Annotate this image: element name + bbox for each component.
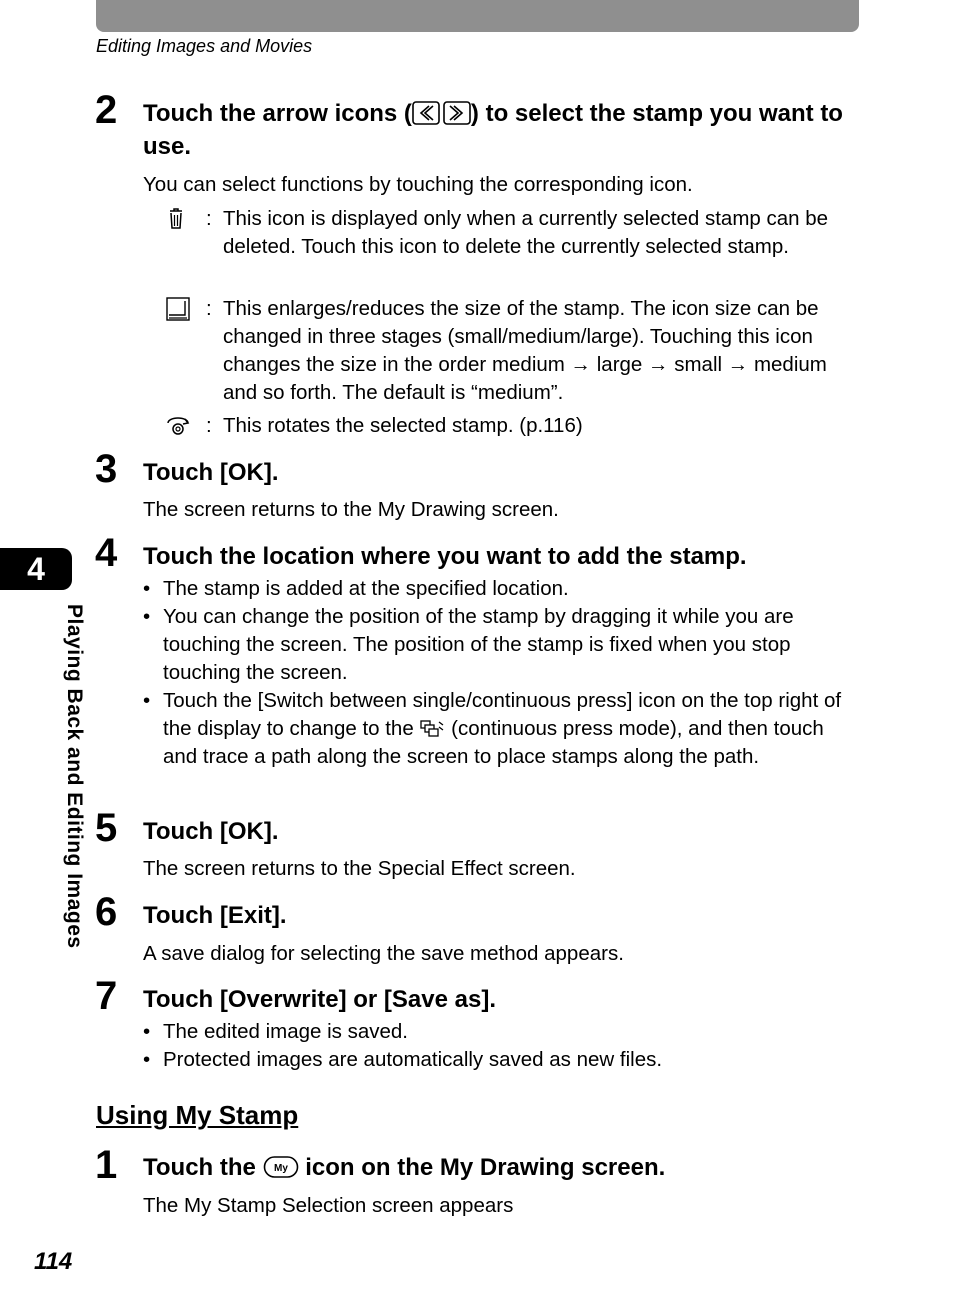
chapter-label: Playing Back and Editing Images bbox=[63, 604, 86, 949]
definition-text: This rotates the selected stamp. (p.116) bbox=[223, 414, 583, 437]
step-heading: Touch [OK]. bbox=[143, 818, 279, 845]
bullet-dot: • bbox=[143, 577, 151, 600]
trash-icon bbox=[164, 207, 192, 231]
running-header: Editing Images and Movies bbox=[96, 36, 313, 56]
step-number: 1 bbox=[95, 1143, 118, 1187]
step-heading-text: Touch the arrow icons ( bbox=[143, 100, 412, 127]
step-heading-text: icon on the My Drawing screen. bbox=[305, 1154, 666, 1181]
definition-colon: : bbox=[206, 297, 212, 320]
step-heading: Touch [OK]. bbox=[143, 459, 279, 486]
list-item-text: You can change the position of the stamp by dragging it while you are touching the screen. The position of the stamp is fixed when you stop touching the screen. bbox=[163, 605, 794, 684]
definition-text: This enlarges/reduces the size of the stamp. The icon size can be changed in three stages (small/medium/large). Touching this icon changes the size in the order medium → large → small → medium and so forth. The default is “medium”. bbox=[223, 297, 827, 404]
step-number: 5 bbox=[95, 806, 118, 850]
step-heading bbox=[143, 97, 853, 163]
bullet-dot: • bbox=[143, 1020, 151, 1043]
arrow-right-icon bbox=[443, 101, 471, 125]
step-heading: Touch the location where you want to add the stamp. bbox=[143, 543, 747, 570]
list-item-text: The stamp is added at the specified location. bbox=[163, 577, 569, 600]
step-heading: Touch [Exit]. bbox=[143, 902, 287, 929]
page-top-bar bbox=[96, 0, 859, 32]
step-description: The screen returns to the My Drawing screen. bbox=[143, 498, 559, 521]
bullet-dot: • bbox=[143, 1048, 151, 1071]
step-number: 6 bbox=[95, 890, 118, 934]
arrow-left-icon bbox=[412, 101, 440, 125]
chapter-number: 4 bbox=[27, 550, 45, 587]
step-description: The screen returns to the Special Effect screen. bbox=[143, 857, 576, 880]
list-item-text-part: Touch the [Switch between single/continuous press] icon on the top right of the display to change to the bbox=[163, 689, 842, 740]
resize-icon bbox=[164, 297, 192, 321]
step-description: A save dialog for selecting the save method appears. bbox=[143, 942, 624, 965]
definition-text: This icon is displayed only when a currently selected stamp can be deleted. Touch this icon to delete the currently selected stamp. bbox=[223, 207, 829, 258]
definition-colon: : bbox=[206, 414, 212, 437]
step-heading: Touch [Overwrite] or [Save as]. bbox=[143, 986, 496, 1013]
bullet-dot: • bbox=[143, 605, 151, 628]
step-description: You can select functions by touching the corresponding icon. bbox=[143, 173, 693, 196]
step-description: The My Stamp Selection screen appears bbox=[143, 1194, 514, 1217]
list-item-text-part: (continuous press mode), and then touch and trace a path along the screen to place stamps along the path. bbox=[163, 717, 824, 768]
step-heading bbox=[143, 1151, 853, 1184]
bullet-dot: • bbox=[143, 689, 151, 712]
step-number: 3 bbox=[95, 447, 118, 491]
step-heading-text: Touch the bbox=[143, 1154, 256, 1181]
chapter-tab bbox=[0, 548, 72, 590]
step-heading-text: ) to select the stamp you want to use. bbox=[143, 100, 843, 160]
step-number: 2 bbox=[95, 88, 118, 132]
step-number: 7 bbox=[95, 974, 118, 1018]
list-item-text bbox=[163, 687, 858, 771]
section-heading: Using My Stamp bbox=[96, 1100, 299, 1130]
my-stamp-icon bbox=[263, 1155, 299, 1179]
definition-colon: : bbox=[206, 207, 212, 230]
list-item-text: Protected images are automatically saved as new files. bbox=[163, 1048, 663, 1071]
continuous-press-icon bbox=[419, 719, 445, 739]
rotate-icon bbox=[164, 414, 192, 438]
list-item-text: The edited image is saved. bbox=[163, 1020, 408, 1043]
page-number: 114 bbox=[34, 1248, 73, 1275]
step-number: 4 bbox=[95, 531, 118, 575]
my-stamp-icon-label: My bbox=[273, 1163, 288, 1174]
